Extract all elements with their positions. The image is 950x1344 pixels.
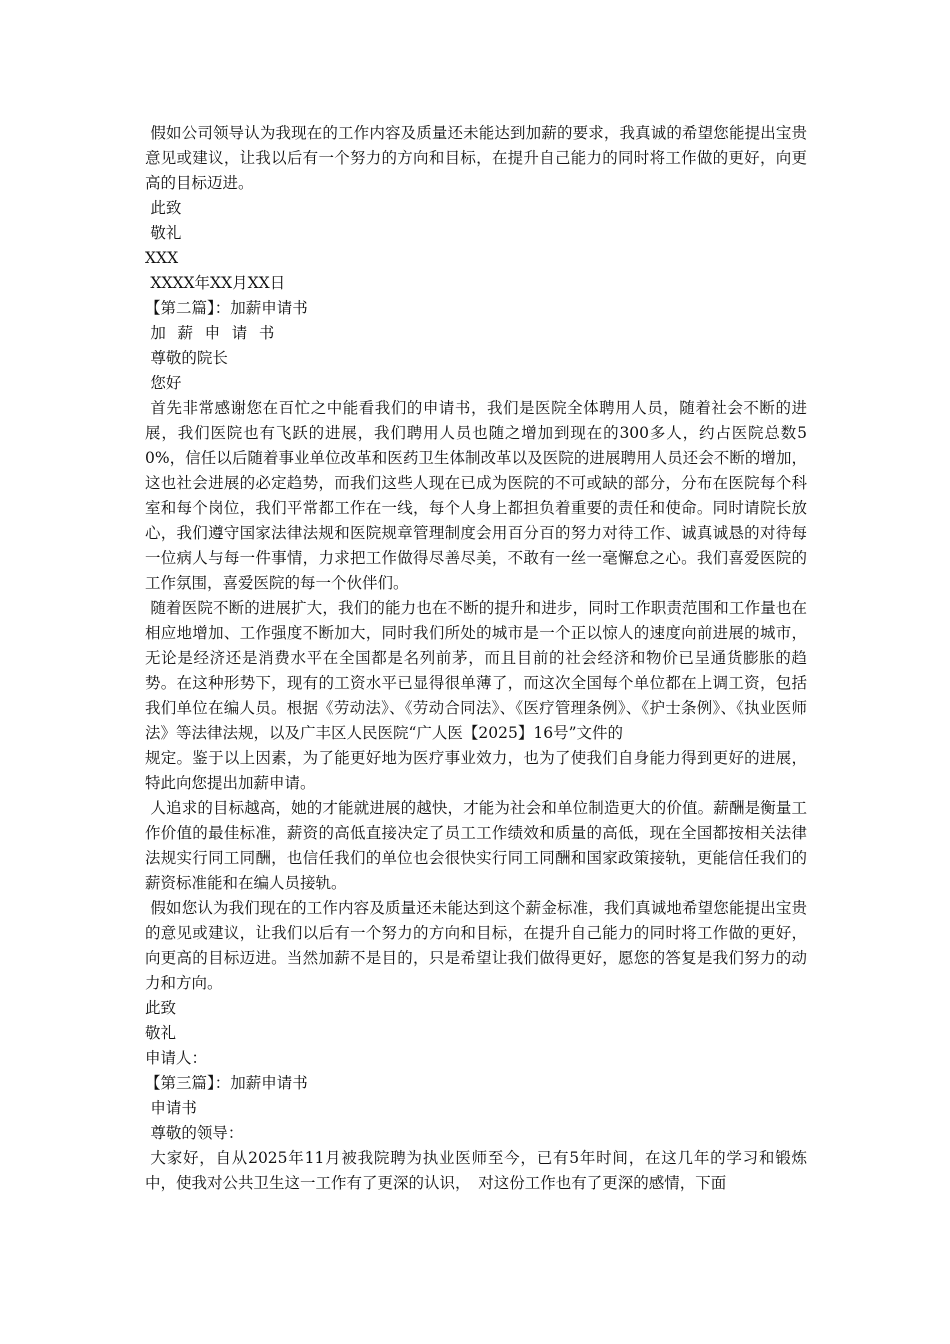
salutation-jingli-2: 敬礼: [145, 1024, 177, 1042]
letter-addressee-3: 尊敬的领导：: [150, 1124, 244, 1142]
signature-date: XXXX年XX月XX日: [150, 274, 286, 292]
signature-name: XXX: [145, 249, 179, 267]
section-heading-3: 【第三篇】：加薪申请书: [145, 1074, 308, 1092]
letter-title-3: 申请书: [150, 1099, 197, 1117]
letter-greeting: 您好: [150, 374, 182, 392]
document-page: [145, 121, 807, 1196]
paragraph-regulation: 规定。鉴于以上因素，为了能更好地为医疗事业效力，也为了使我们自身能力得到更好的进展，特此向您提出加薪申请。: [145, 749, 807, 792]
letter-addressee: 尊敬的院长: [150, 349, 228, 367]
paragraph-request: 假如您认为我们现在的工作内容及质量还未能达到这个薪金标准，我们真诚地希望您能提出宝贵的意见或建议，让我们以后有一个努力的方向和目标，在提升自己能力的同时将工作做的更好，向更高的目标迈进。当然加薪不是目的，只是希望让我们做得更好，愿您的答复是我们努力的动力和方向。: [145, 899, 807, 992]
paragraph-intro: 首先非常感谢您在百忙之中能看我们的申请书，我们是医院全体聘用人员，随着社会不断的进展，我们医院也有飞跃的进展，我们聘用人员也随之增加到现在的300多人，约占医院总数50%，信任以后随着事业单位改革和医药卫生体制改革以及医院的进展聘用人员还会不断的增加，这也社会进展的必定趋势，而我们这些人现在已成为医院的不可或缺的部分，分布在医院每个科室和每个岗位，我们平常都工作在一线，每个人身上都担负着重要的责任和使命。同时请院长放心，我们遵守国家法律法规和医院规章管理制度会用百分百的努力对待工作、诚真诚恳的对待每一位病人与每一件事情，力求把工作做得尽善尽美，不敢有一丝一毫懈怠之心。我们喜爱医院的工作氛围，喜爱医院的每一个伙伴们。: [145, 399, 807, 592]
paragraph-development: 随着医院不断的进展扩大，我们的能力也在不断的提升和进步，同时工作职责范围和工作量也在相应地增加、工作强度不断加大，同时我们所处的城市是一个正以惊人的速度向前进展的城市，无论是经济还是消费水平在全国都是名列前茅，而且目前的社会经济和物价已呈通货膨胀的趋势。在这种形势下，现有的工资水平已显得很单薄了，而这次全国每个单位都在上调工资，包括我们单位在编人员。根据《劳动法》、《劳动合同法》、《医疗管理条例》、《护士条例》、《执业医师法》等法律法规，以及广丰区人民医院“广人医【2025】16号”文件的: [145, 599, 807, 742]
salutation-cizhi: 此致: [150, 199, 182, 217]
salutation-cizhi-2: 此致: [145, 999, 177, 1017]
section-heading-2: 【第二篇】：加薪申请书: [145, 299, 308, 317]
paragraph-goals: 人追求的目标越高，她的才能就进展的越快，才能为社会和单位制造更大的价值。薪酬是衡量工作价值的最佳标准，薪资的高低直接决定了员工工作绩效和质量的高低，现在全国都按相关法律法规实行同工同酬，也信任我们的单位也会很快实行同工同酬和国家政策接轨，更能信任我们的薪资标准能和在编人员接轨。: [145, 799, 807, 892]
applicant-label: 申请人：: [145, 1049, 208, 1067]
paragraph-raise-request-closing: 假如公司领导认为我现在的工作内容及质量还未能达到加薪的要求，我真诚的希望您能提出宝贵意见或建议，让我以后有一个努力的方向和目标，在提升自己能力的同时将工作做的更好，向更高的目标迈进。: [145, 124, 807, 192]
letter-title: 加薪申请书: [150, 324, 287, 342]
salutation-jingli: 敬礼: [150, 224, 182, 242]
paragraph-opening-3: 大家好，自从2025年11月被我院聘为执业医师至今，已有5年时间，在这几年的学习和锻炼中，使我对公共卫生这一工作有了更深的认识， 对这份工作也有了更深的感情，下面: [145, 1149, 807, 1192]
